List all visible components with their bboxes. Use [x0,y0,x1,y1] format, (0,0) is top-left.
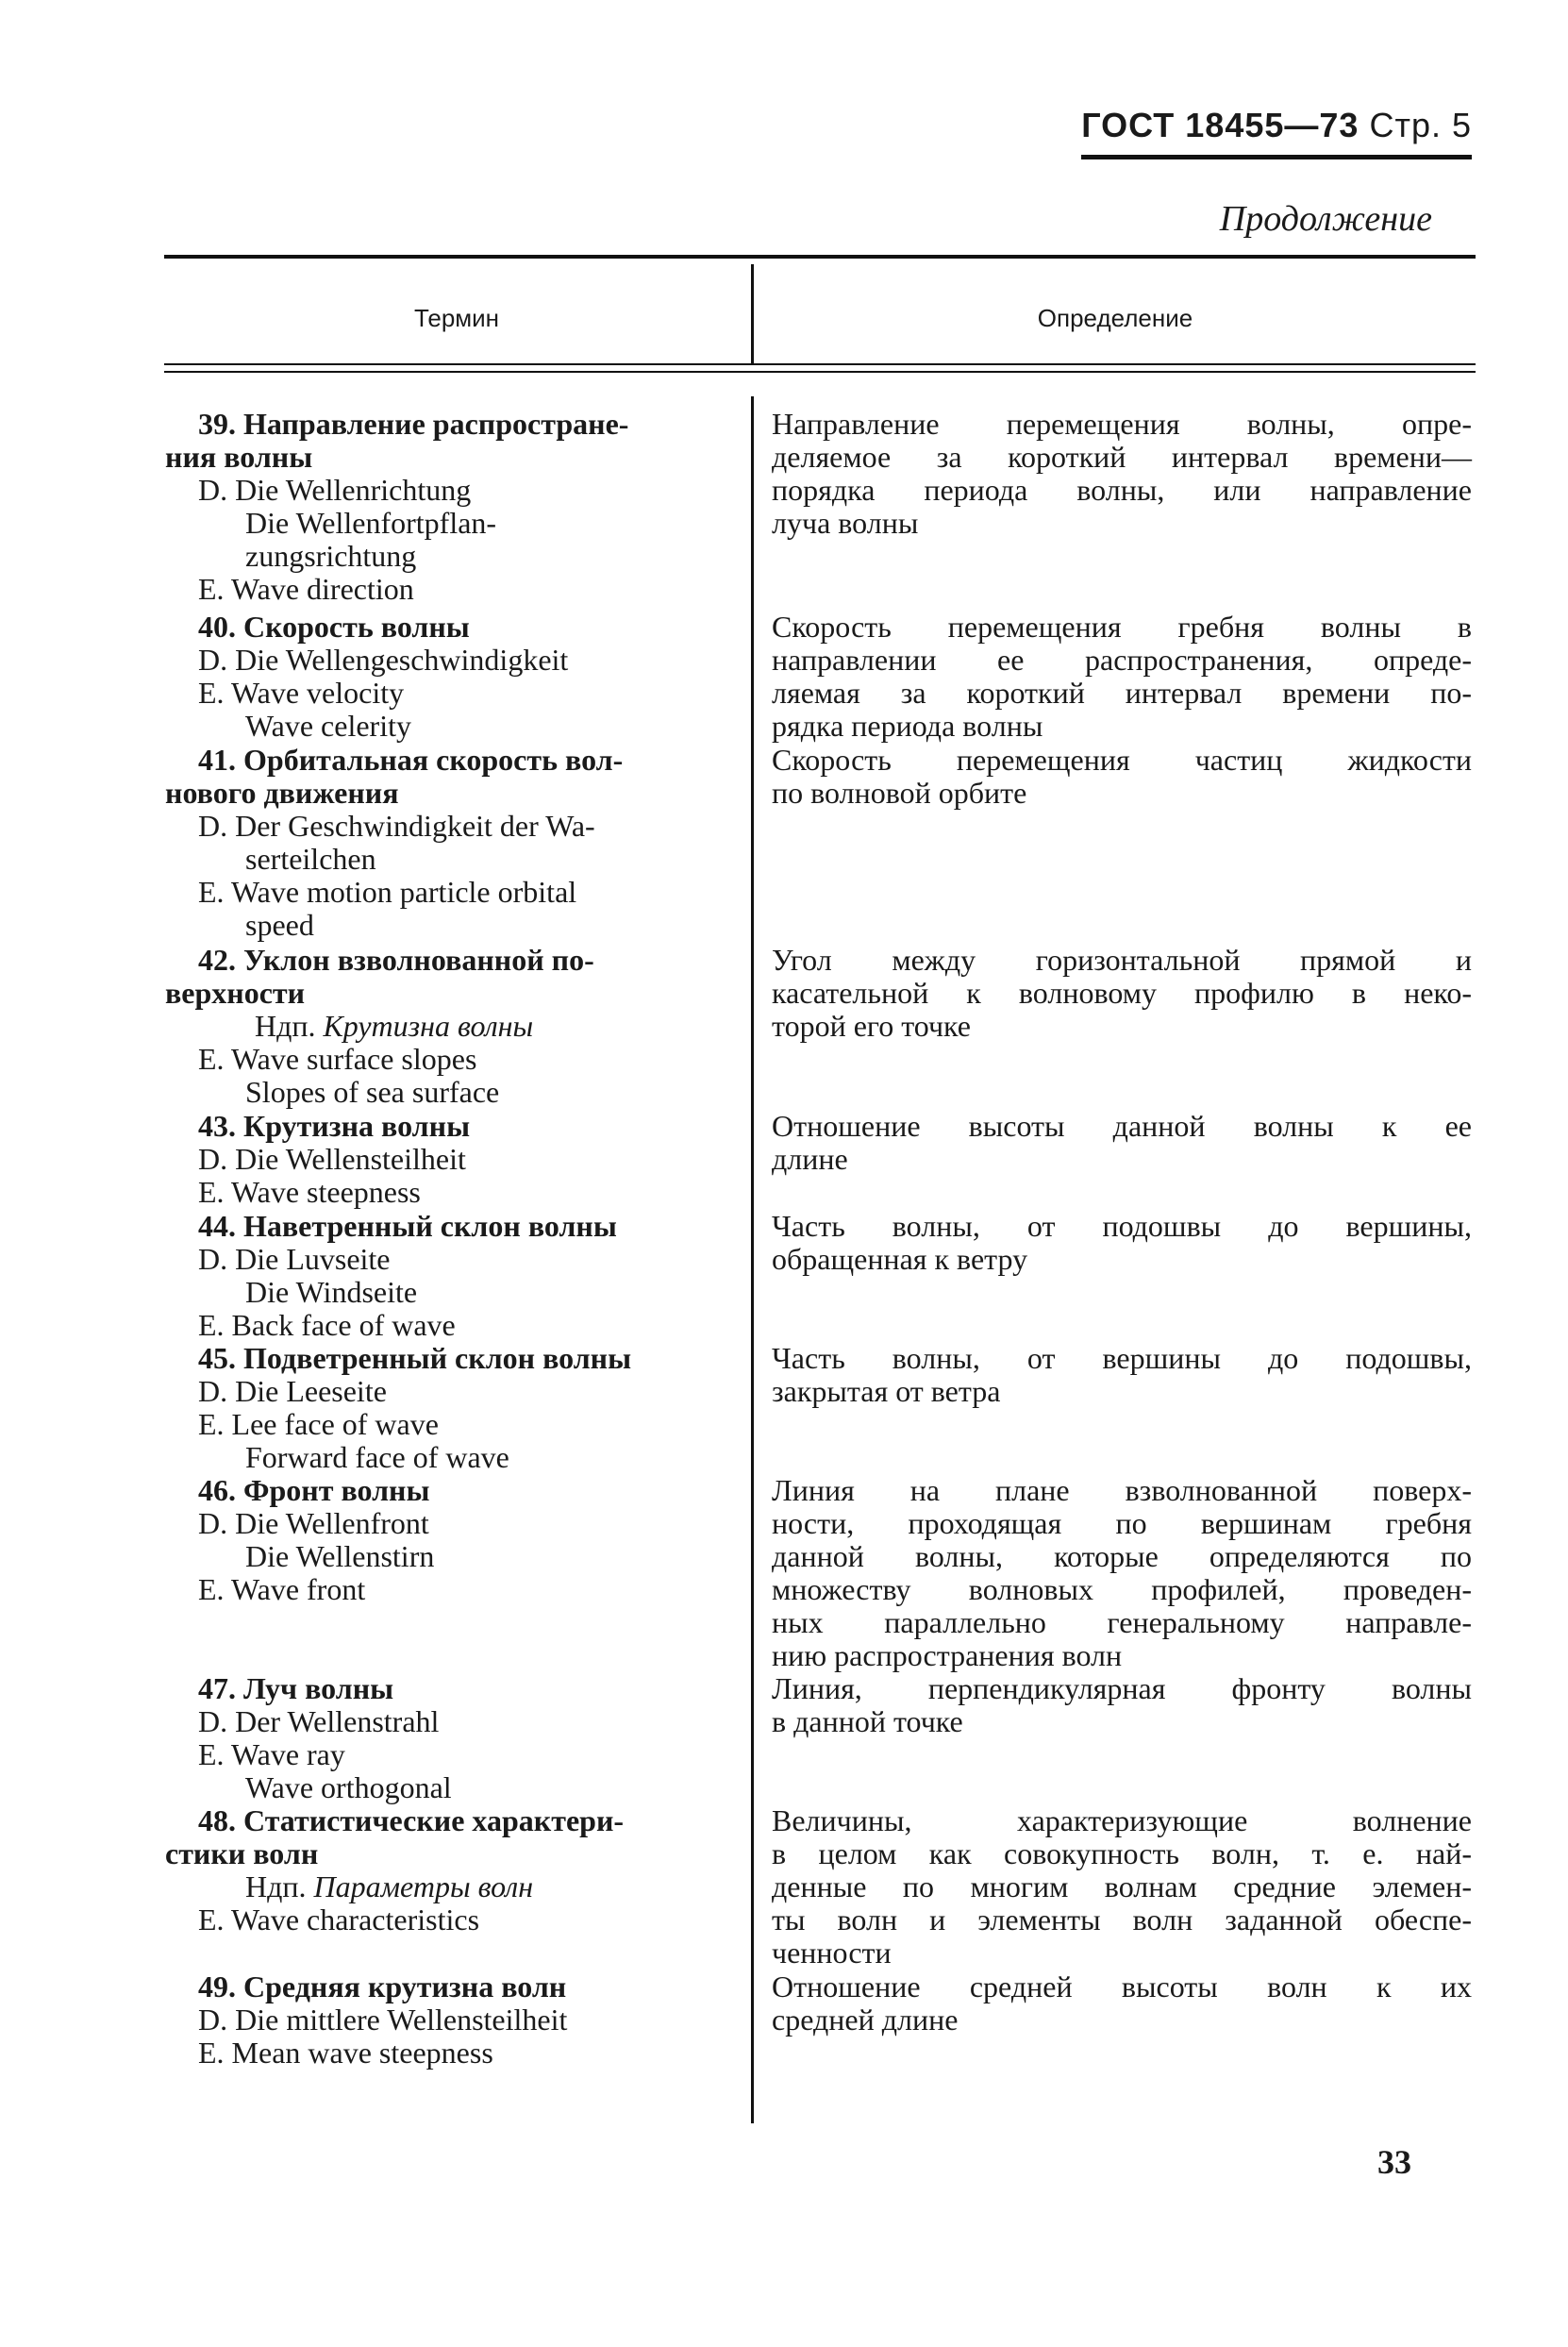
term-title: верхности [165,976,306,1010]
deprecated-term [165,1870,624,1903]
definition-line: Величины, характеризующие волнение [772,1803,1472,1837]
continuation-label: Продолжение [1219,199,1432,239]
definition-line: ляемая за короткий интервал времени по- [772,676,1472,710]
definition-line: закрытая от ветра [772,1374,1001,1408]
term-translation: D. Die Wellenrichtung [198,473,472,507]
term-translation: E. Lee face of wave [198,1407,439,1441]
definition-line: Часть волны, от подошвы до вершины, [772,1209,1472,1243]
term-translation: serteilchen [245,842,376,876]
definition-line: средней длине [772,2003,959,2037]
term-title: 40. Скорость волны [198,610,470,644]
definition-entry [772,408,1472,540]
term-entry [165,1804,624,1936]
term-translation: E. Wave ray [198,1737,345,1771]
term-translation: Die Wellenstirn [245,1539,435,1573]
term-title: ния волны [165,440,313,474]
definition-line: денные по многим волнам средние элемен- [772,1869,1472,1903]
definition-line: ности, проходящая по вершинам гребня [772,1506,1472,1540]
term-translation: E. Mean wave steepness [198,2036,493,2070]
term-translation: D. Die Wellensteilheit [198,1142,466,1176]
term-entry [165,1110,470,1209]
definition-line: порядка периода волны, или направление [772,473,1472,507]
term-translation: E. Back face of wave [198,1308,456,1342]
term-title: 43. Крутизна волны [198,1109,471,1143]
term-entry [165,944,594,1109]
table-header-rule-2 [164,371,1476,373]
term-translation: D. Die Wellenfront [198,1506,429,1540]
definition-line: в данной точке [772,1704,963,1738]
term-translation: speed [245,908,314,942]
deprecated-prefix: Ндп. [255,1009,316,1043]
deprecated-term-text: Крутизна волны [323,1009,534,1043]
definition-line: нию распространения волн [772,1638,1123,1672]
term-title: 46. Фронт волны [198,1473,430,1507]
definition-line: в целом как совокупность волн, т. е. най- [772,1836,1472,1870]
definition-line: ченности [772,1936,892,1970]
term-translation: D. Der Geschwindigkeit der Wa- [198,809,595,843]
definition-line: Отношение средней высоты волн к их [772,1970,1472,2003]
term-translation: D. Der Wellenstrahl [198,1704,440,1738]
deprecated-prefix: Ндп. [245,1869,307,1903]
term-translation: E. Wave surface slopes [198,1042,477,1076]
definition-entry [772,944,1472,1043]
term-translation: D. Die Leeseite [198,1374,387,1408]
term-entry [165,611,568,743]
definition-line: Линия на плане взволнованной поверх- [772,1473,1472,1507]
page-number: 33 [1377,2143,1411,2181]
definition-line: Направление перемещения волны, опре- [772,407,1472,441]
page-label: Стр. 5 [1369,106,1472,144]
definition-line: торой его точке [772,1009,971,1043]
definition-entry [772,1804,1472,1970]
definition-entry [772,1970,1472,2037]
definition-entry [772,611,1472,743]
deprecated-term-text: Параметры волн [313,1869,534,1903]
term-translation: Wave celerity [245,709,411,743]
deprecated-term [165,1010,594,1043]
definition-line: множеству волновых профилей, проведен- [772,1572,1472,1606]
term-entry [165,1210,617,1342]
term-entry [165,1672,452,1804]
definition-line: касательной к волновому профилю в неко- [772,976,1472,1010]
table-header-rule-1 [164,363,1476,365]
definition-line: направлении ее распространения, опреде- [772,643,1472,677]
header-rule [1081,155,1472,159]
definition-line: деляемое за короткий интервал времени— [772,440,1472,474]
term-translation: E. Wave steepness [198,1175,421,1209]
term-title: 42. Уклон взволнованной по- [198,943,594,977]
term-entry [165,1970,567,2070]
term-translation: E. Wave characteristics [198,1903,480,1936]
table-top-rule [164,255,1476,259]
term-title: 39. Направление распростране- [198,407,629,441]
definition-line: луча волны [772,506,919,540]
column-divider-header [751,264,754,363]
definition-entry [772,1210,1472,1276]
definition-line: длине [772,1142,848,1176]
term-title: 49. Средняя крутизна волн [198,1970,567,2003]
definition-entry [772,1342,1472,1408]
definition-line: Часть волны, от вершины до подошвы, [772,1341,1472,1375]
term-translation: Forward face of wave [245,1440,509,1474]
definition-line: обращенная к ветру [772,1242,1028,1276]
term-entry [165,408,628,606]
definition-line: данной волны, которые определяются по [772,1539,1472,1573]
term-translation: zungsrichtung [245,539,417,573]
definition-entry [772,1672,1472,1738]
term-title: 45. Подветренный склон волны [198,1341,632,1375]
term-translation: D. Die mittlere Wellensteilheit [198,2003,568,2037]
term-entry [165,1342,631,1474]
definition-entry [772,1110,1472,1176]
definition-line: рядка периода волны [772,709,1043,743]
term-title: 48. Статистические характери- [198,1803,625,1837]
definition-entry [772,744,1472,810]
column-divider [751,396,754,2123]
term-title: 44. Наветренный склон волны [198,1209,617,1243]
definition-line: по волновой орбите [772,776,1027,810]
definition-line: Скорость перемещения частиц жидкости [772,743,1472,777]
definition-line: ты волн и элементы волн заданной обеспе- [772,1903,1472,1936]
definition-line: Линия, перпендикулярная фронту волны [772,1671,1472,1705]
term-translation: Die Windseite [245,1275,418,1309]
term-translation: E. Wave front [198,1572,366,1606]
definition-line: Отношение высоты данной волны к ее [772,1109,1472,1143]
term-translation: Die Wellenfortpflan- [245,506,497,540]
standard-code: ГОСТ 18455—73 [1081,106,1359,144]
definition-line: ных параллельно генеральному направле- [772,1605,1472,1639]
definition-entry [772,1474,1472,1672]
term-translation: Wave orthogonal [245,1770,452,1804]
term-translation: D. Die Luvseite [198,1242,391,1276]
term-entry [165,1474,434,1606]
term-translation: E. Wave velocity [198,676,405,710]
column-header-term: Термин [413,304,500,332]
column-header-definition: Определение [1037,304,1193,332]
document-header [1076,106,1472,145]
term-title: стики волн [165,1836,319,1870]
term-title: 41. Орбитальная скорость вол- [198,743,624,777]
term-translation: E. Wave motion particle orbital [198,875,577,909]
term-title: нового движения [165,776,399,810]
term-entry [165,744,623,942]
term-title: 47. Луч волны [198,1671,394,1705]
definition-line: Угол между горизонтальной прямой и [772,943,1472,977]
term-translation: D. Die Wellengeschwindigkeit [198,643,569,677]
term-translation: E. Wave direction [198,572,414,606]
definition-line: Скорость перемещения гребня волны в [772,610,1472,644]
term-translation: Slopes of sea surface [245,1075,500,1109]
